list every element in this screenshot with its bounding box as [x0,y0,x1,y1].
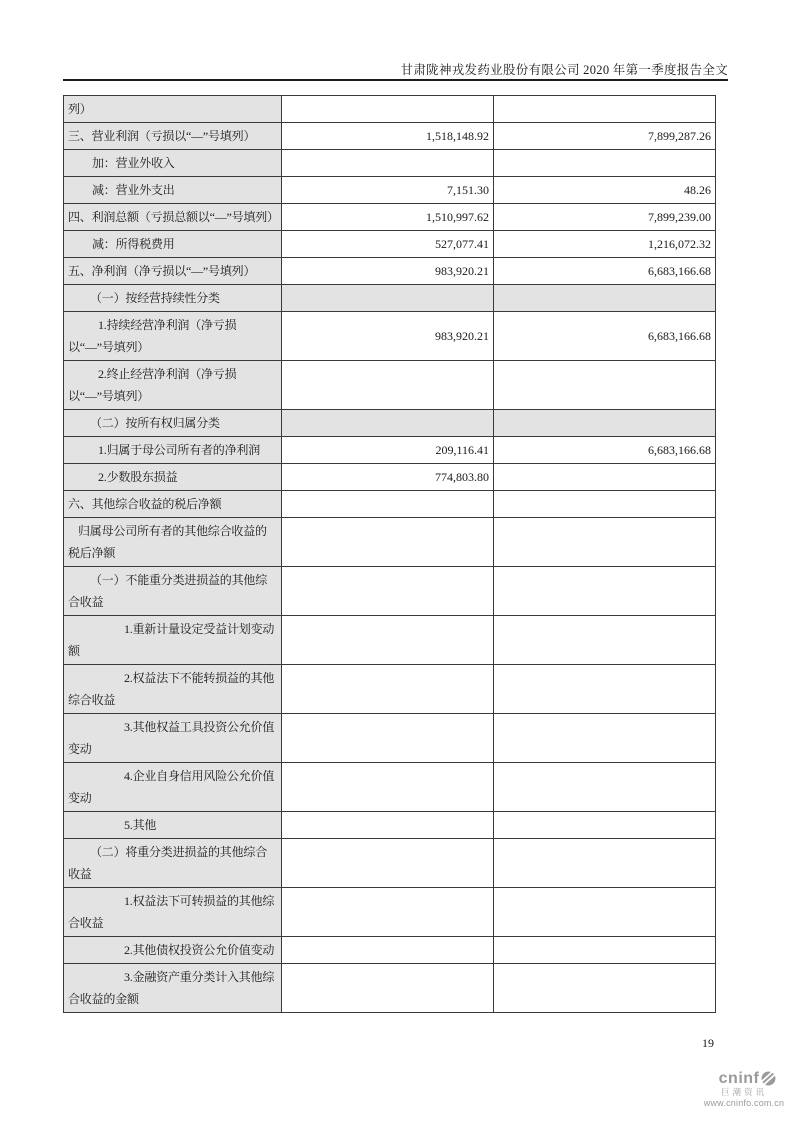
row-value-prior-period: 7,899,239.00 [494,204,716,231]
row-value-current-period: 209,116.41 [282,437,494,464]
row-value-current-period: 1,510,997.62 [282,204,494,231]
row-label: 减：营业外支出 [64,177,282,204]
row-value-current-period [282,665,494,714]
row-value-prior-period: 1,216,072.32 [494,231,716,258]
table-row [64,285,716,312]
table-row [64,410,716,437]
row-value-current-period [282,839,494,888]
row-label: 2.少数股东损益 [64,464,282,491]
row-value-current-period: 7,151.30 [282,177,494,204]
row-value-current-period [282,567,494,616]
row-label: 归属母公司所有者的其他综合收益的税后净额 [64,518,282,567]
row-value-current-period [282,491,494,518]
row-value-current-period: 983,920.21 [282,258,494,285]
table-row [64,96,716,123]
row-value-prior-period [494,714,716,763]
income-statement-table [63,95,716,1013]
table-row [64,464,716,491]
row-value-prior-period [494,518,716,567]
header-rule [63,79,728,81]
row-value-current-period [282,96,494,123]
row-label: （二）将重分类进损益的其他综合收益 [64,839,282,888]
row-label: （一）按经营持续性分类 [64,285,282,312]
table-row [64,312,716,361]
row-label: 加：营业外收入 [64,150,282,177]
row-value-current-period: 774,803.80 [282,464,494,491]
row-label: 减：所得税费用 [64,231,282,258]
table-row [64,567,716,616]
row-value-prior-period [494,937,716,964]
table-row [64,665,716,714]
row-value-prior-period [494,410,716,437]
table-row [64,177,716,204]
row-label: 四、利润总额（亏损总额以“—”号填列） [64,204,282,231]
table-row [64,231,716,258]
row-value-current-period: 527,077.41 [282,231,494,258]
row-value-prior-period [494,964,716,1013]
table-row [64,616,716,665]
cninfo-swirl-icon [760,1070,777,1087]
row-value-prior-period [494,888,716,937]
row-value-current-period [282,812,494,839]
row-label: （一）不能重分类进损益的其他综合收益 [64,567,282,616]
row-value-prior-period [494,491,716,518]
row-label: 2.终止经营净利润（净亏损以“—”号填列） [64,361,282,410]
header-title: 甘肃陇神戎发药业股份有限公司 2020 年第一季度报告全文 [400,63,728,77]
row-label: （二）按所有权归属分类 [64,410,282,437]
row-label: 列） [64,96,282,123]
logo-chinese-name: 巨潮资讯 [720,1087,767,1097]
table-row [64,839,716,888]
row-label: 五、净利润（净亏损以“—”号填列） [64,258,282,285]
row-label: 六、其他综合收益的税后净额 [64,491,282,518]
row-value-current-period [282,937,494,964]
row-label: 5.其他 [64,812,282,839]
row-value-prior-period [494,567,716,616]
row-value-prior-period: 6,683,166.68 [494,258,716,285]
row-value-prior-period [494,665,716,714]
row-label: 1.权益法下可转损益的其他综合收益 [64,888,282,937]
table-row [64,888,716,937]
row-label: 1.持续经营净利润（净亏损以“—”号填列） [64,312,282,361]
row-label: 4.企业自身信用风险公允价值变动 [64,763,282,812]
row-value-prior-period [494,763,716,812]
table-row [64,150,716,177]
row-value-prior-period [494,361,716,410]
logo-brand-row [698,1070,790,1087]
cninfo-logo [698,1070,790,1108]
table-row [64,491,716,518]
row-value-current-period [282,285,494,312]
row-value-current-period [282,518,494,567]
row-value-current-period [282,763,494,812]
row-label: 2.其他债权投资公允价值变动 [64,937,282,964]
table-row [64,812,716,839]
row-value-current-period [282,410,494,437]
row-value-prior-period [494,839,716,888]
logo-brand-text: cninf [718,1069,760,1087]
page-number: 19 [702,1036,714,1050]
logo-url: www.cninfo.com.cn [703,1097,785,1108]
row-value-current-period: 1,518,148.92 [282,123,494,150]
row-label: 3.金融资产重分类计入其他综合收益的金额 [64,964,282,1013]
row-value-current-period: 983,920.21 [282,312,494,361]
row-value-prior-period [494,285,716,312]
row-value-current-period [282,150,494,177]
row-label: 2.权益法下不能转损益的其他综合收益 [64,665,282,714]
row-value-prior-period [494,150,716,177]
row-value-current-period [282,964,494,1013]
row-value-current-period [282,361,494,410]
table-row [64,437,716,464]
row-value-prior-period: 7,899,287.26 [494,123,716,150]
row-value-prior-period [494,464,716,491]
row-value-current-period [282,714,494,763]
table-row [64,964,716,1013]
table-row [64,714,716,763]
table-row [64,518,716,567]
table-row [64,123,716,150]
row-label: 3.其他权益工具投资公允价值变动 [64,714,282,763]
row-value-prior-period [494,96,716,123]
row-value-prior-period [494,616,716,665]
row-value-current-period [282,616,494,665]
row-label: 1.重新计量设定受益计划变动额 [64,616,282,665]
row-value-prior-period: 6,683,166.68 [494,312,716,361]
row-label: 三、营业利润（亏损以“—”号填列） [64,123,282,150]
table-row [64,204,716,231]
row-label: 1.归属于母公司所有者的净利润 [64,437,282,464]
table-row [64,361,716,410]
table-row [64,258,716,285]
row-value-prior-period: 6,683,166.68 [494,437,716,464]
table-row [64,763,716,812]
row-value-current-period [282,888,494,937]
row-value-prior-period [494,812,716,839]
table-row [64,937,716,964]
row-value-prior-period: 48.26 [494,177,716,204]
